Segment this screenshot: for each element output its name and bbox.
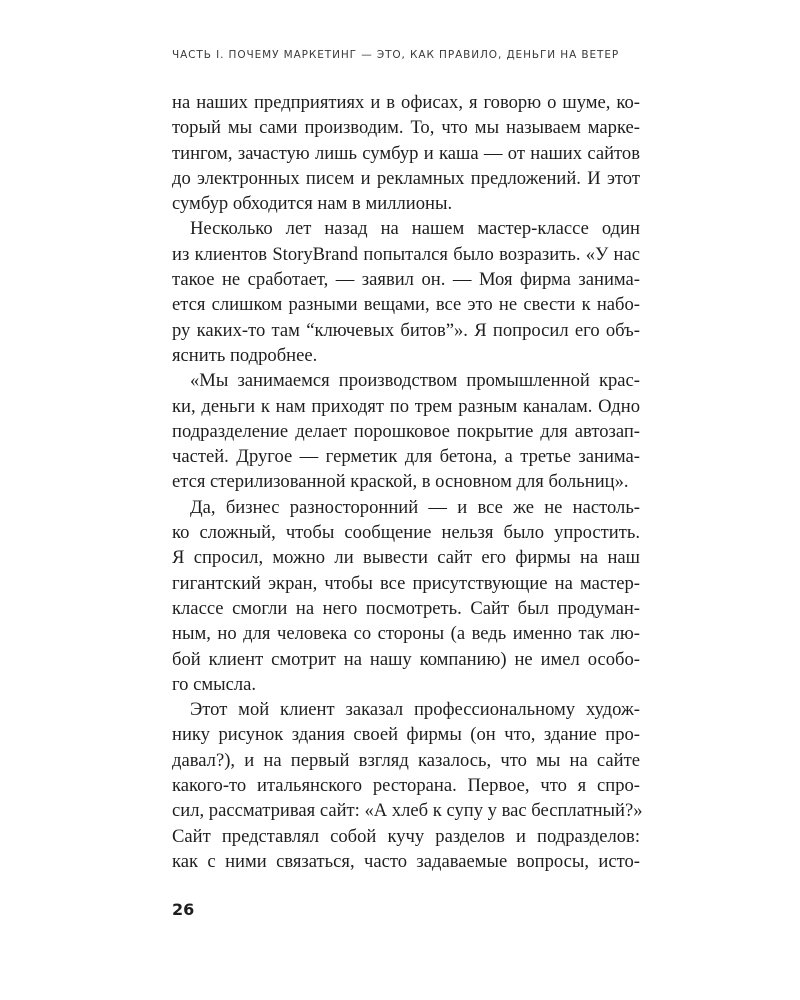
- text-line: на наших предприятиях и в офисах, я говорю о шуме, ко-: [172, 92, 640, 113]
- text-line: Я спросил, можно ли вывести сайт его фирмы на наш: [172, 547, 640, 569]
- text-line: до электронных писем и рекламных предложений. И этот: [172, 167, 640, 189]
- text-line: Этот мой клиент заказал профессиональному худож-: [190, 699, 640, 721]
- text-line: яснить подробнее.: [172, 344, 318, 366]
- text-line: ру каких-то там “ключевых битов”». Я попросил его объ-: [172, 319, 640, 341]
- text-line: давал?), и на первый взгляд казалось, что мы на сайте: [172, 749, 640, 771]
- text-line: частей. Другое — герметик для бетона, а третье занима-: [172, 446, 640, 468]
- text-line: бой клиент смотрит на нашу компанию) не имел особо-: [172, 648, 640, 670]
- text-line: Да, бизнес разносторонний — и все же не настоль-: [190, 496, 640, 518]
- text-line: Несколько лет назад на нашем мастер-классе один: [190, 218, 640, 240]
- text-line: из клиентов StoryBrand попытался было возразить. «У нас: [172, 243, 640, 265]
- text-line: ным, но для человека со стороны (а ведь именно так лю-: [172, 623, 640, 645]
- text-line: Сайт представлял собой кучу разделов и подразделов:: [172, 825, 640, 847]
- text-line: ется стерилизованной краской, в основном для больниц».: [172, 471, 629, 493]
- text-line: нику рисунок здания своей фирмы (он что, здание про-: [172, 724, 640, 746]
- text-line: такое не сработает, — заявил он. — Моя фирма занима-: [172, 269, 640, 291]
- text-line: сумбур обходится нам в миллионы.: [172, 193, 453, 215]
- text-line: как с ними связаться, часто задаваемые вопросы, исто-: [172, 850, 640, 872]
- text-line: ется слишком разными вещами, все это не свести к набо-: [172, 294, 640, 316]
- text-line: подразделение делает порошковое покрытие для автозап-: [172, 420, 640, 442]
- text-line: ки, деньги к нам приходят по трем разным каналам. Одно: [172, 395, 640, 417]
- text-line: классе смогли на него посмотреть. Сайт был продуман-: [172, 597, 640, 619]
- text-line: сил, рассматривая сайт: «А хлеб к супу у вас бесплатный?»: [172, 800, 643, 822]
- text-line: какого-то итальянского ресторана. Первое, что я спро-: [172, 775, 640, 797]
- text-line: гигантский экран, чтобы все присутствующие на мастер-: [172, 572, 640, 594]
- text-line: тингом, зачастую лишь сумбур и каша — от наших сайтов: [172, 142, 640, 164]
- text-line: «Мы занимаемся производством промышленной крас-: [190, 370, 640, 392]
- body-text: [172, 90, 643, 874]
- running-header: ЧАСТЬ I. ПОЧЕМУ МАРКЕТИНГ — ЭТО, КАК ПРАВИЛО, ДЕНЬГИ НА ВЕТЕР: [172, 49, 620, 61]
- text-line: торый мы сами производим. То, что мы называем марке-: [172, 117, 640, 139]
- text-line: ко сложный, чтобы сообщение нельзя было упростить.: [172, 522, 640, 544]
- text-line: го смысла.: [172, 673, 257, 695]
- page-number: 26: [172, 900, 195, 919]
